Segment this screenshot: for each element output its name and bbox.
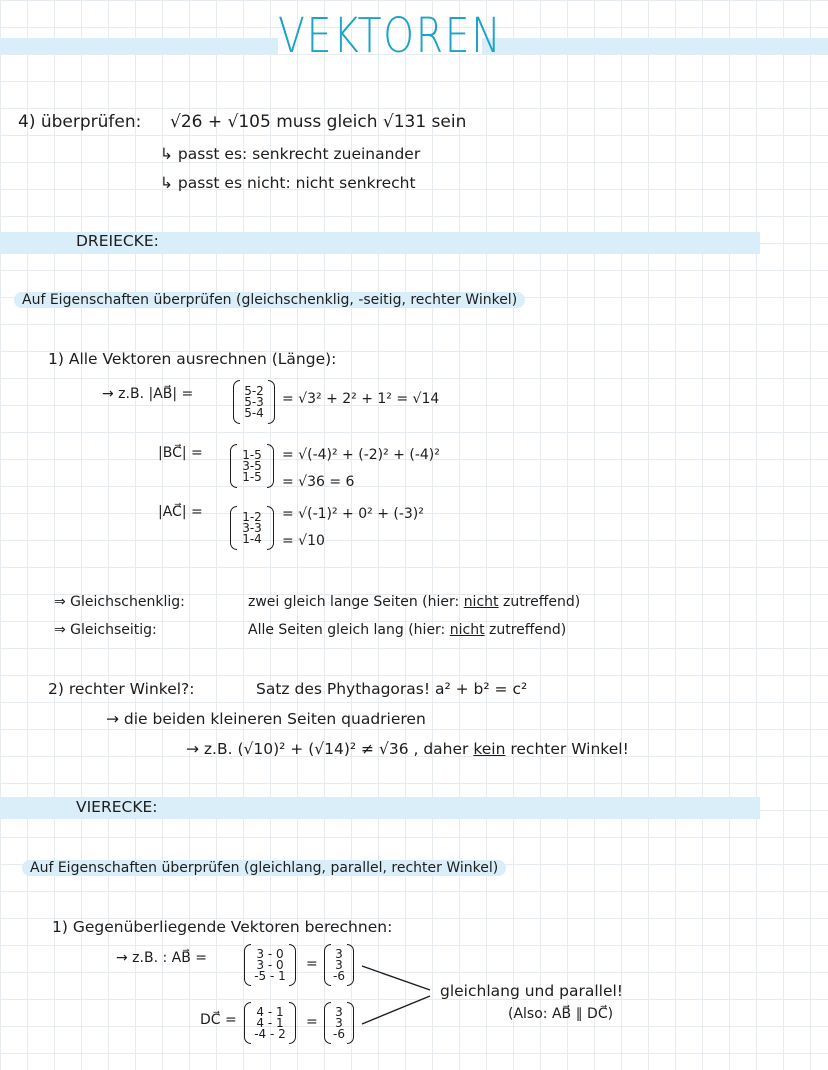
bc-length-label: |BC⃗| = (158, 445, 203, 461)
viereck-dc-v1-x: 4 - 1 (256, 1004, 284, 1019)
viereck-ab-v2-x: 3 (335, 946, 343, 961)
gleichseitig-post: zutreffend) (484, 622, 567, 638)
rechter-winkel-label: 2) rechter Winkel?: (48, 680, 195, 698)
viereck-dc-v2-x: 3 (335, 1004, 343, 1019)
viereck-ab-v1-x: 3 - 0 (256, 946, 284, 961)
viereck-ab-v2-y: 3 (335, 957, 343, 972)
check-expression: √26 + √105 muss gleich √131 sein (170, 112, 467, 132)
vierecke-heading: VIERECKE: (76, 798, 158, 816)
viereck-ab-v2-z: -6 (333, 968, 345, 983)
gleichschenklig-post: zutreffend) (498, 594, 581, 610)
viereck-ab-label: → z.B. : AB⃗ = (116, 950, 208, 966)
vierecke-step1: 1) Gegenüberliegende Vektoren berechnen: (52, 918, 393, 936)
ac-vec-y: 3-3 (242, 520, 262, 535)
page-title: VEKTOREN (278, 8, 503, 64)
ac-vec-x: 1-2 (242, 509, 262, 524)
pythagoras-example-post: rechter Winkel! (505, 740, 629, 758)
viereck-ab-v1-z: -5 - 1 (254, 968, 286, 983)
dreiecke-subtitle-text: Auf Eigenschaften überprüfen (gleichschenklig, -seitig, rechter Winkel) (14, 292, 525, 308)
viereck-dc-label: DC⃗ = (200, 1012, 237, 1028)
vierecke-subtitle-text: Auf Eigenschaften überprüfen (gleichlang, parallel, rechter Winkel) (22, 860, 506, 876)
gleichschenklig-pre: zwei gleich lange Seiten (hier: (248, 594, 464, 610)
gleichseitig-label: ⇒ Gleichseitig: (54, 622, 157, 638)
gleichschenklig-ul: nicht (463, 594, 499, 610)
quadrieren-text: → die beiden kleineren Seiten quadrieren (106, 710, 426, 728)
ac-length-result1: = √(-1)² + 0² + (-3)² (282, 506, 424, 522)
gleichseitig-pre: Alle Seiten gleich lang (hier: (248, 622, 450, 638)
bc-vec-y: 3-5 (242, 458, 262, 473)
bc-length-result2: = √36 = 6 (282, 474, 355, 490)
ac-length-result2: = √10 (282, 533, 325, 549)
ab-length-label: → z.B. |AB⃗| = (102, 386, 194, 402)
bc-vec-z: 1-5 (242, 469, 262, 484)
ab-length-result: = √3² + 2² + 1² = √14 (282, 391, 440, 407)
gleichschenklig-label: ⇒ Gleichschenklig: (54, 594, 185, 610)
viereck-dc-v2-z: -6 (333, 1026, 345, 1041)
arrow-line-top (362, 966, 430, 990)
viereck-dc-v2-y: 3 (335, 1015, 343, 1030)
bc-vec-x: 1-5 (242, 447, 262, 462)
pythagoras-example-ul: kein (473, 740, 506, 758)
conclusion-line1: gleichlang und parallel! (440, 982, 624, 1000)
gleichseitig-ul: nicht (449, 622, 485, 638)
check-label: 4) überprüfen: (18, 112, 142, 132)
viereck-dc-v1-z: -4 - 2 (254, 1026, 286, 1041)
check-fits: ↳ passt es: senkrecht zueinander (160, 145, 421, 163)
viereck-ab-v1-y: 3 - 0 (256, 957, 284, 972)
pythagoras-example-pre: → z.B. (√10)² + (√14)² ≠ √36 , daher (186, 740, 474, 758)
ac-length-label: |AC⃗| = (158, 504, 203, 520)
ab-vec-x: 5-2 (244, 383, 264, 398)
arrow-line-bottom (362, 996, 430, 1024)
dreiecke-step1: 1) Alle Vektoren ausrechnen (Länge): (48, 350, 337, 368)
ab-vec-z: 5-4 (244, 405, 264, 420)
viereck-dc-v1-y: 4 - 1 (256, 1015, 284, 1030)
viereck-dc-equals: = (306, 1014, 318, 1030)
ac-vec-z: 1-4 (242, 531, 262, 546)
check-not-fits: ↳ passt es nicht: nicht senkrecht (160, 174, 416, 192)
bc-length-result1: = √(-4)² + (-2)² + (-4)² (282, 447, 440, 463)
ab-vec-y: 5-3 (244, 394, 264, 409)
conclusion-line2: (Also: AB⃗ ∥ DC⃗) (508, 1006, 614, 1022)
pythagoras-text: Satz des Phythagoras! a² + b² = c² (256, 680, 528, 698)
dreiecke-heading: DREIECKE: (76, 232, 159, 250)
viereck-ab-equals: = (306, 956, 318, 972)
